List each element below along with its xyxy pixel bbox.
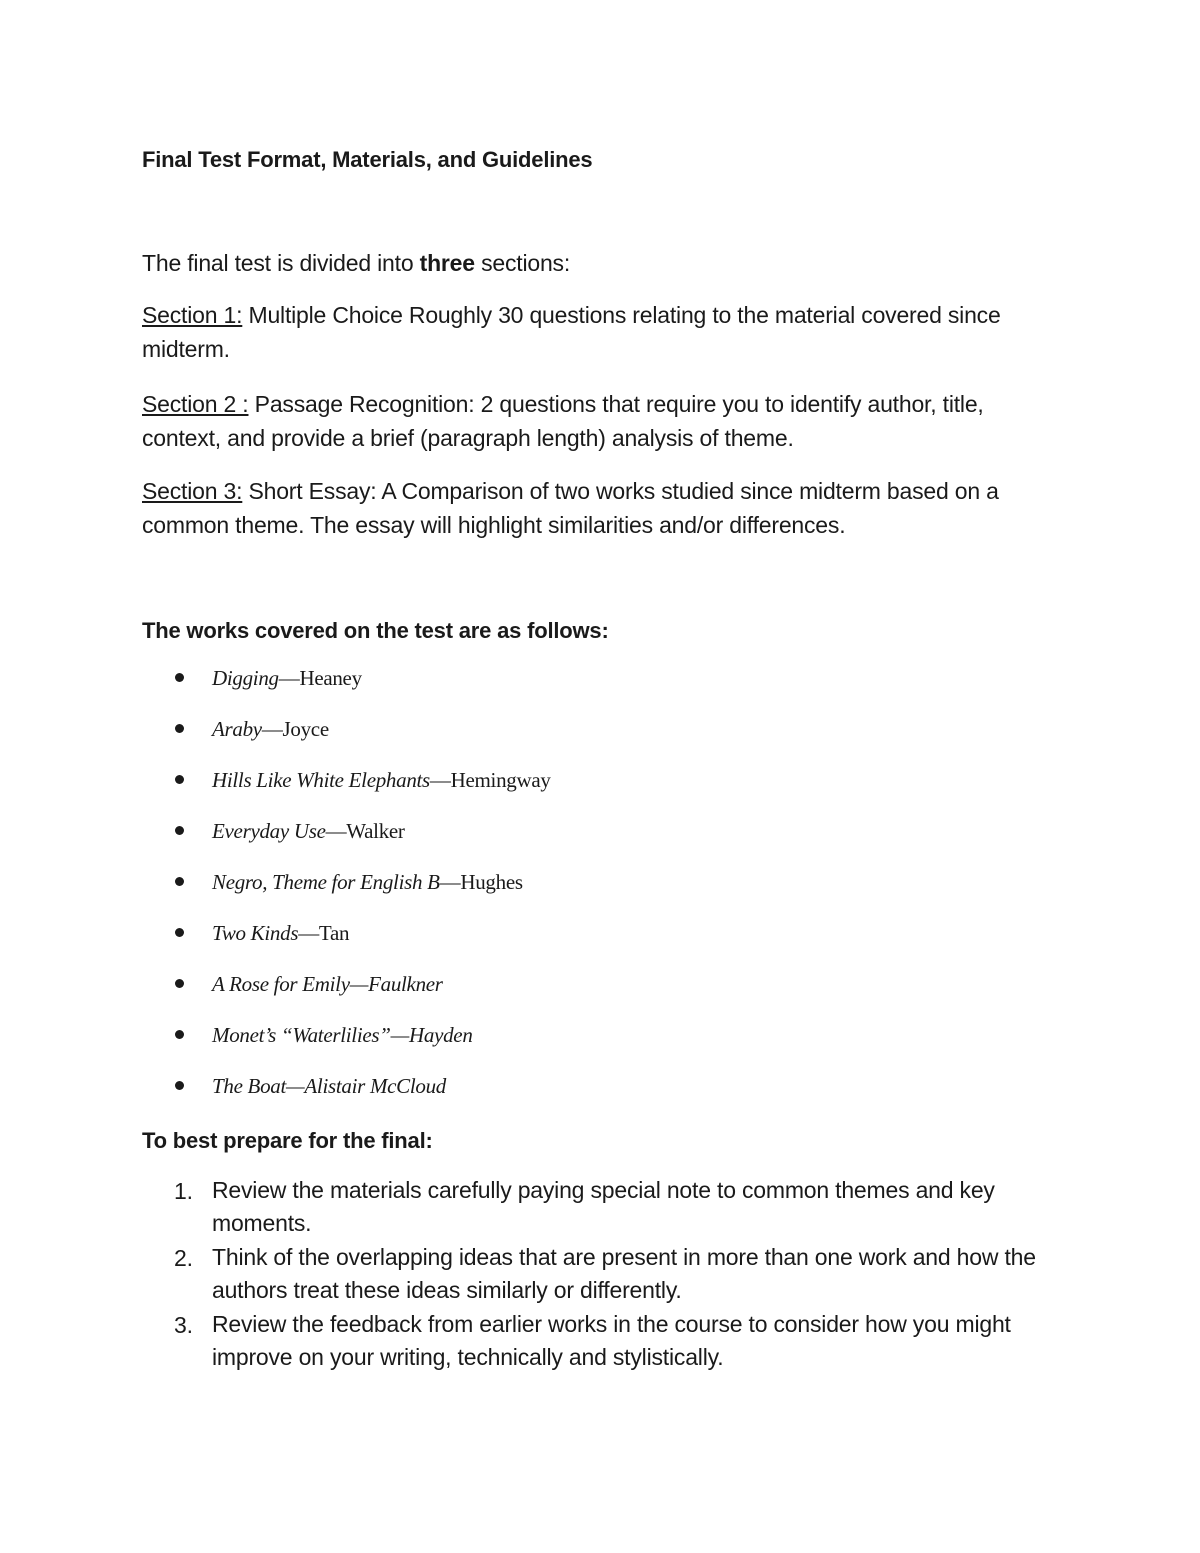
section-2-label: Section 2 : — [142, 391, 249, 417]
prep-step-number: 3. — [174, 1312, 193, 1338]
work-entry — [212, 1068, 446, 1104]
work-title: A Rose for Emily — [212, 972, 350, 996]
prep-step-number: 2. — [174, 1245, 193, 1271]
work-title: Araby — [212, 717, 262, 741]
work-entry — [212, 711, 329, 747]
work-author: —Tan — [298, 921, 350, 945]
work-author: —Hayden — [390, 1023, 473, 1047]
bullet-icon — [175, 979, 184, 988]
work-entry — [212, 762, 551, 798]
section-2-text: Passage Recognition: 2 questions that require you to identify author, title, context, and provide a brief (paragraph length) analysis of theme. — [142, 391, 984, 451]
bullet-icon — [175, 1030, 184, 1039]
work-item — [0, 711, 1200, 762]
work-entry — [212, 915, 349, 951]
works-list — [0, 660, 1200, 1119]
bullet-icon — [175, 724, 184, 733]
work-title: Two Kinds — [212, 921, 299, 945]
work-item — [0, 762, 1200, 813]
work-title: Monet’s “Waterlilies” — [212, 1023, 391, 1047]
bullet-icon — [175, 673, 184, 682]
work-item — [0, 1017, 1200, 1068]
bullet-icon — [175, 928, 184, 937]
work-entry — [212, 864, 523, 900]
prep-heading: To best prepare for the final: — [142, 1128, 433, 1153]
work-title: The Boat — [212, 1074, 287, 1098]
intro-emphasis: three — [419, 250, 475, 276]
work-entry — [212, 813, 405, 849]
work-item — [0, 813, 1200, 864]
section-1-paragraph — [142, 298, 1062, 366]
work-author: —Walker — [325, 819, 405, 843]
work-title: Digging — [212, 666, 279, 690]
section-3-paragraph — [142, 474, 1062, 542]
intro-paragraph — [142, 246, 1062, 280]
prep-step — [0, 1174, 1200, 1241]
intro-text-after: sections: — [474, 250, 571, 276]
prep-step-text: Review the feedback from earlier works in the course to consider how you might improve on your writing, technically and stylistically. — [212, 1311, 1011, 1370]
work-item — [0, 966, 1200, 1017]
bullet-icon — [175, 1081, 184, 1090]
work-entry — [212, 660, 362, 696]
prep-step-text: Think of the overlapping ideas that are present in more than one work and how the authors treat these ideas similarly or differently. — [212, 1244, 1036, 1303]
prep-step-text: Review the materials carefully paying special note to common themes and key moments. — [212, 1177, 995, 1236]
work-author: —Heaney — [278, 666, 362, 690]
section-1-label: Section 1: — [142, 302, 243, 328]
work-title: Hills Like White Elephants — [212, 768, 430, 792]
work-author: —Alistair McCloud — [286, 1074, 447, 1098]
prep-step — [0, 1308, 1200, 1375]
bullet-icon — [175, 877, 184, 886]
work-item — [0, 660, 1200, 711]
prep-list — [0, 1174, 1200, 1375]
work-author: —Joyce — [261, 717, 329, 741]
work-author: —Hemingway — [429, 768, 551, 792]
bullet-icon — [175, 775, 184, 784]
intro-text-before: The final test is divided into — [142, 250, 420, 276]
work-title: Negro, Theme for English B — [212, 870, 440, 894]
document-title: Final Test Format, Materials, and Guidelines — [142, 147, 593, 172]
section-1-text: Multiple Choice Roughly 30 questions relating to the material covered since midterm. — [142, 302, 1001, 362]
work-title: Everyday Use — [212, 819, 326, 843]
work-author: —Hughes — [439, 870, 523, 894]
section-3-label: Section 3: — [142, 478, 243, 504]
work-item — [0, 864, 1200, 915]
bullet-icon — [175, 826, 184, 835]
prep-step-number: 1. — [174, 1178, 193, 1204]
work-author: —Faulkner — [349, 972, 443, 996]
prep-step — [0, 1241, 1200, 1308]
section-3-text: Short Essay: A Comparison of two works studied since midterm based on a common theme. The essay will highlight similarities and/or differences. — [142, 478, 999, 538]
work-entry — [212, 1017, 473, 1053]
section-2-paragraph — [142, 387, 1062, 455]
work-item — [0, 915, 1200, 966]
work-item — [0, 1068, 1200, 1119]
works-heading: The works covered on the test are as follows: — [142, 618, 609, 643]
work-entry — [212, 966, 443, 1002]
